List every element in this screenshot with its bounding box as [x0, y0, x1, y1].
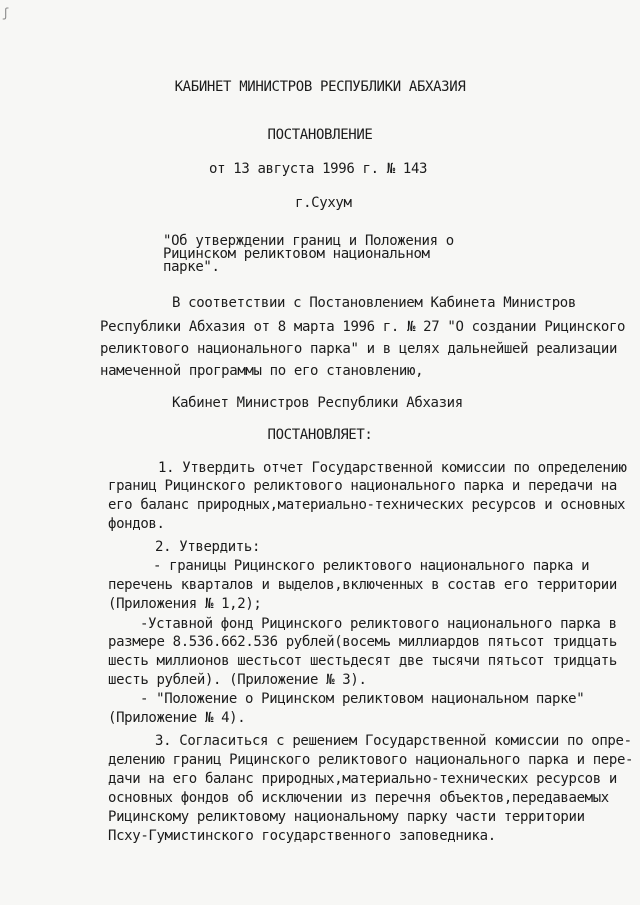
organization-title: КАБИНЕТ МИНИСТРОВ РЕСПУБЛИКИ АБХАЗИЯ [174, 79, 466, 95]
preamble-line: реликтового национального парка" и в целях дальнейшей реализации [100, 341, 618, 357]
item-2b-line: шесть рублей). (Приложение № 3). [108, 672, 367, 688]
scan-mark: ʃ [2, 6, 10, 20]
subject-line: Рицинском реликтовом национальном [163, 246, 430, 262]
item-1-line: фондов. [108, 516, 165, 532]
issuer: Кабинет Министров Республики Абхазия [172, 395, 463, 411]
item-1-line: его баланс природных,материально-технических ресурсов и основных [108, 497, 626, 513]
preamble-line: В соответствии с Постановлением Кабинета Министров [172, 295, 576, 311]
preamble-line: Республики Абхазия от 8 марта 1996 г. № 27 "О создании Рицинского [100, 319, 626, 335]
preamble-line: намеченной программы по его становлению, [100, 363, 424, 379]
resolves-heading: ПОСТАНОВЛЯЕТ: [267, 427, 373, 443]
item-2b-line: размере 8.536.662.536 рублей(восемь миллиардов пятьсот тридцать [108, 634, 617, 650]
item-3-line: Рицинскому реликтовому национальному парку части территории [108, 809, 585, 825]
item-2c-line: - "Положение о Рицинском реликтовом национальном парке" [140, 691, 585, 707]
item-2b-line: шесть миллионов шестьсот шестьдесят две тысячи пятьсот тридцать [108, 653, 617, 669]
subject-line: "Об утверждении границ и Положения о [163, 233, 454, 249]
item-2c-line: (Приложение № 4). [108, 710, 246, 726]
item-3-line: основных фондов об исключении из перечня объектов,передаваемых [108, 790, 609, 806]
subject-line: парке". [163, 259, 220, 275]
item-1-line: 1. Утвердить отчет Государственной комиссии по определению [158, 460, 627, 476]
item-2a-line: перечень кварталов и выделов,включенных в состав его территории [108, 577, 617, 593]
item-2a-line: - границы Рицинского реликтового национального парка и [153, 558, 590, 574]
date-and-number: от 13 августа 1996 г. № 143 [209, 161, 428, 177]
item-2-title: 2. Утвердить: [155, 539, 261, 555]
item-3-line: дачи на его баланс природных,материально-технических ресурсов и [108, 771, 617, 787]
item-2a-line: (Приложения № 1,2); [108, 596, 262, 612]
item-3-line: делению границ Рицинского реликтового национального парка и пере- [108, 752, 634, 768]
item-3-line: Псху-Гумистинского государственного заповедника. [108, 828, 496, 844]
item-1-line: границ Рицинского реликтового национального парка и передачи на [108, 478, 617, 494]
item-3-line: 3. Согласиться с решением Государственной комиссии по опре- [155, 733, 632, 749]
city: г.Сухум [295, 195, 352, 211]
document-type: ПОСТАНОВЛЕНИЕ [267, 127, 373, 143]
item-2b-line: -Уставной фонд Рицинского реликтового национального парка в [140, 616, 617, 632]
